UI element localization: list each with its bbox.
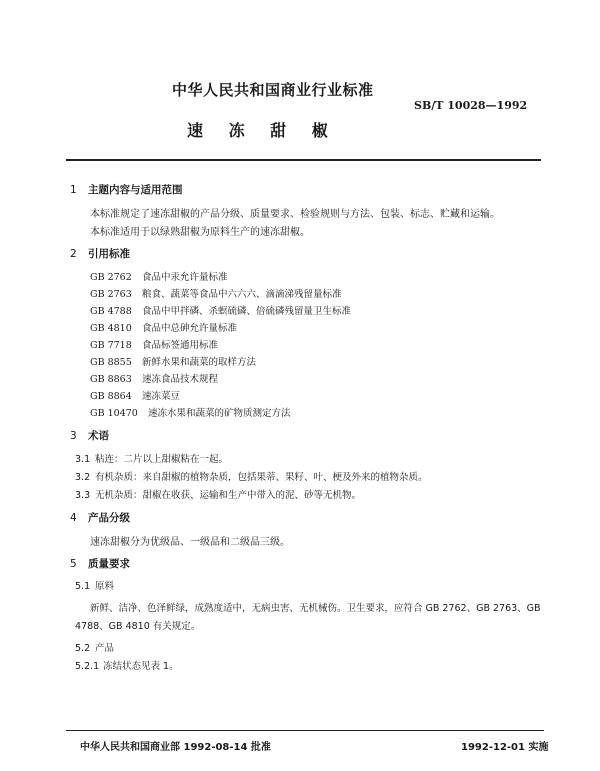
term-number: 3.2	[75, 472, 91, 483]
reference-name: 食品中甲拌磷、杀螟硫磷、倍硫磷残留量卫生标准	[142, 306, 352, 317]
term-item	[75, 469, 428, 483]
section-title: 质量要求	[88, 558, 130, 570]
approval-line: 中华人民共和国商业部 1992-08-14 批准	[80, 742, 271, 753]
reference-item	[90, 303, 351, 317]
section-number: 5	[70, 558, 77, 570]
section-title: 主题内容与适用范围	[88, 184, 183, 196]
reference-code: GB 8855	[90, 357, 132, 368]
section-1-heading	[70, 182, 183, 197]
term-number: 3.1	[75, 454, 91, 465]
reference-name: 速冻水果和蔬菜的矿物质测定方法	[148, 408, 291, 419]
section-4-heading	[70, 510, 130, 525]
reference-code: GB 10470	[90, 408, 138, 419]
term-text: 有机杂质：来自甜椒的植物杂质，包括果蒂、果籽、叶、梗及外来的植物杂质。	[95, 472, 428, 483]
reference-name: 新鲜水果和蔬菜的取样方法	[142, 357, 257, 368]
reference-name: 食品标签通用标准	[142, 340, 219, 351]
reference-item	[90, 405, 291, 419]
subsection-number: 5.2	[75, 643, 91, 654]
reference-item	[90, 269, 228, 283]
standard-number: SB/T 10028—1992	[414, 99, 528, 112]
section-title: 产品分级	[88, 512, 130, 524]
reference-name: 食品中汞允许量标准	[142, 272, 228, 283]
reference-code: GB 7718	[90, 340, 132, 351]
subsection-number: 5.2.1	[75, 661, 100, 672]
section-2-heading	[70, 246, 130, 261]
term-text: 粘连：二片以上甜椒粘在一起。	[95, 454, 229, 465]
subsection-text: 冻结状态见表 1。	[103, 661, 179, 672]
reference-code: GB 2762	[90, 272, 132, 283]
term-item	[75, 487, 361, 501]
reference-item	[90, 354, 256, 368]
subsection-5-2-1	[75, 658, 179, 672]
subsection-title: 产品	[95, 643, 115, 654]
reference-item	[90, 388, 180, 402]
section-4-para: 速冻甜椒分为优级品、一级品和二级品三级。	[90, 537, 290, 548]
document-title: 速 冻 甜 椒	[187, 121, 338, 140]
reference-name: 速冻食品技术规程	[142, 374, 219, 385]
section-1-para-1: 本标准规定了速冻甜椒的产品分级、质量要求、检验规则与方法、包装、标志、贮藏和运输。	[90, 209, 500, 220]
reference-name: 食品中总砷允许量标准	[142, 323, 238, 334]
subsection-5-2-heading	[75, 640, 114, 654]
effective-date-line: 1992-12-01 实施	[461, 742, 549, 753]
section-title: 引用标准	[88, 248, 130, 260]
reference-name: 粮食、蔬菜等食品中六六六、滴滴涕残留量标准	[142, 289, 342, 300]
reference-item	[90, 337, 218, 351]
reference-item	[90, 371, 218, 385]
section-1-para-2: 本标准适用于以绿熟甜椒为原料生产的速冻甜椒。	[90, 227, 310, 238]
reference-code: GB 8864	[90, 391, 132, 402]
section-5-heading	[70, 556, 130, 571]
section-number: 2	[70, 248, 77, 260]
reference-item	[90, 320, 237, 334]
footer-rule	[66, 730, 544, 731]
section-number: 3	[70, 430, 77, 442]
term-item	[75, 451, 228, 465]
term-number: 3.3	[75, 490, 91, 501]
reference-code: GB 4810	[90, 323, 132, 334]
subsection-5-1-para-line-2: 4788、GB 4810 有关规定。	[75, 621, 201, 632]
reference-code: GB 4788	[90, 306, 132, 317]
reference-code: GB 2763	[90, 289, 132, 300]
reference-item	[90, 286, 342, 300]
subsection-5-1-para-line-1: 新鲜、洁净、色泽鲜绿，成熟度适中，无病虫害、无机械伤。卫生要求，应符合 GB 2762、GB 2763、GB	[90, 603, 541, 614]
section-3-heading	[70, 428, 109, 443]
subsection-title: 原料	[95, 581, 115, 592]
section-number: 1	[70, 184, 77, 196]
term-text: 无机杂质：甜椒在收获、运输和生产中带入的泥、砂等无机物。	[95, 490, 362, 501]
reference-code: GB 8863	[90, 374, 132, 385]
section-number: 4	[70, 512, 77, 524]
header-rule	[66, 159, 541, 161]
subsection-number: 5.1	[75, 581, 91, 592]
subsection-5-1-heading	[75, 578, 114, 592]
reference-name: 速冻菜豆	[142, 391, 181, 402]
section-title: 术语	[88, 430, 109, 442]
issuing-organization: 中华人民共和国商业行业标准	[172, 81, 374, 99]
